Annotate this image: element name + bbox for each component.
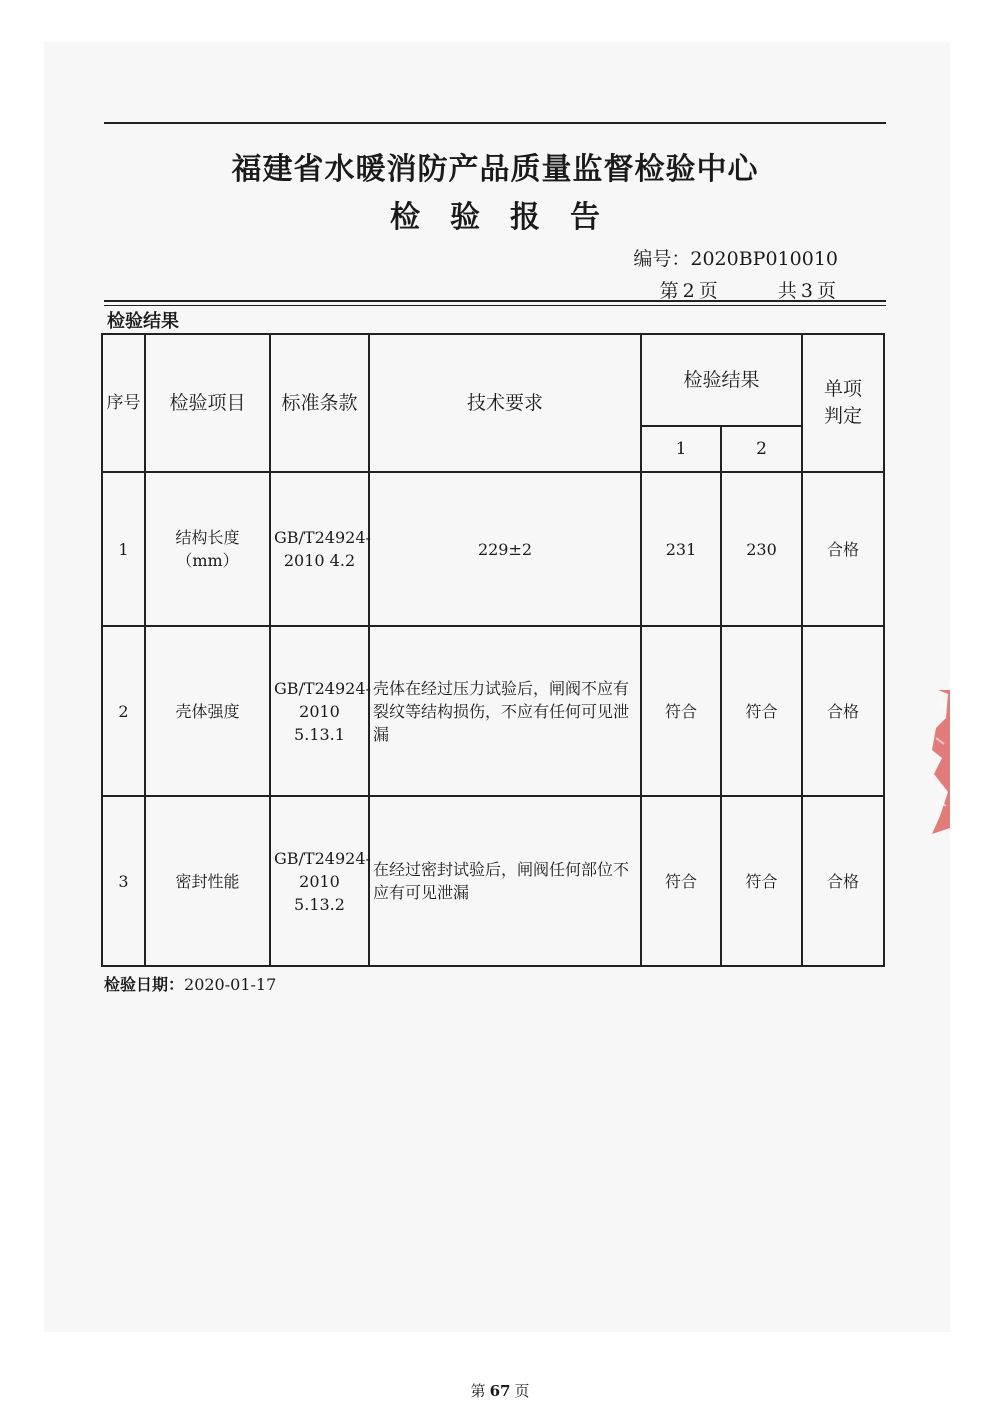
seal-stamp-icon [928,688,950,838]
footer-prefix: 第 [470,1382,486,1400]
table-row [102,472,884,626]
results-table [101,333,885,967]
cell-seq: 3 [102,796,145,966]
page-current: 2 [682,280,695,302]
header-clause: 标准条款 [270,334,369,472]
organization-name: 福建省水暖消防产品质量监督检验中心 [231,152,759,187]
cell-result-1: 符合 [641,626,721,796]
table-row [102,626,884,796]
cell-clause: GB/T24924-2010 5.13.1 [270,626,369,796]
cell-requirement: 229±2 [369,472,641,626]
header-double-rule [104,300,886,306]
cell-item: 密封性能 [145,796,270,966]
page-prefix: 第 [659,280,679,302]
header-requirement: 技术要求 [369,334,641,472]
cell-item: 结构长度（mm） [145,472,270,626]
header-sample-1: 1 [641,426,721,472]
total-unit: 页 [816,280,836,302]
report-title: 检验报告 [390,200,630,235]
page-info [658,276,838,303]
header-sample-2: 2 [721,426,802,472]
cell-result-2: 230 [721,472,802,626]
section-title: 检验结果 [107,311,179,332]
page-footer [0,1380,1000,1401]
cell-result-1: 231 [641,472,721,626]
cell-clause: GB/T24924-2010 4.2 [270,472,369,626]
inspection-date-value: 2020-01-17 [184,975,277,994]
header-seq: 序号 [102,334,145,472]
report-number [633,244,838,271]
cell-judgement: 合格 [802,796,884,966]
cell-requirement: 在经过密封试验后，闸阀任何部位不应有可见泄漏 [369,796,641,966]
header-judgement: 单项判定 [802,334,884,472]
cell-seq: 2 [102,626,145,796]
cell-result-1: 符合 [641,796,721,966]
report-number-value: 2020BP010010 [690,248,838,270]
header-item: 检验项目 [145,334,270,472]
inspection-date-label: 检验日期： [104,975,185,994]
inspection-date [104,972,276,995]
cell-clause: GB/T24924-2010 5.13.2 [270,796,369,966]
header-result: 检验结果 [641,334,802,426]
table-row [102,796,884,966]
header-row [102,334,884,426]
cell-result-2: 符合 [721,626,802,796]
page-total: 3 [800,280,813,302]
cell-requirement: 壳体在经过压力试验后，闸阀不应有裂纹等结构损伤，不应有任何可见泄漏 [369,626,641,796]
report-number-label: 编号： [633,248,691,270]
total-prefix: 共 [777,280,797,302]
cell-judgement: 合格 [802,472,884,626]
cell-judgement: 合格 [802,626,884,796]
cell-result-2: 符合 [721,796,802,966]
page-unit: 页 [698,280,718,302]
cell-seq: 1 [102,472,145,626]
footer-page-number: 67 [489,1382,511,1400]
cell-item: 壳体强度 [145,626,270,796]
footer-suffix: 页 [514,1382,530,1400]
header-rule [104,122,886,124]
